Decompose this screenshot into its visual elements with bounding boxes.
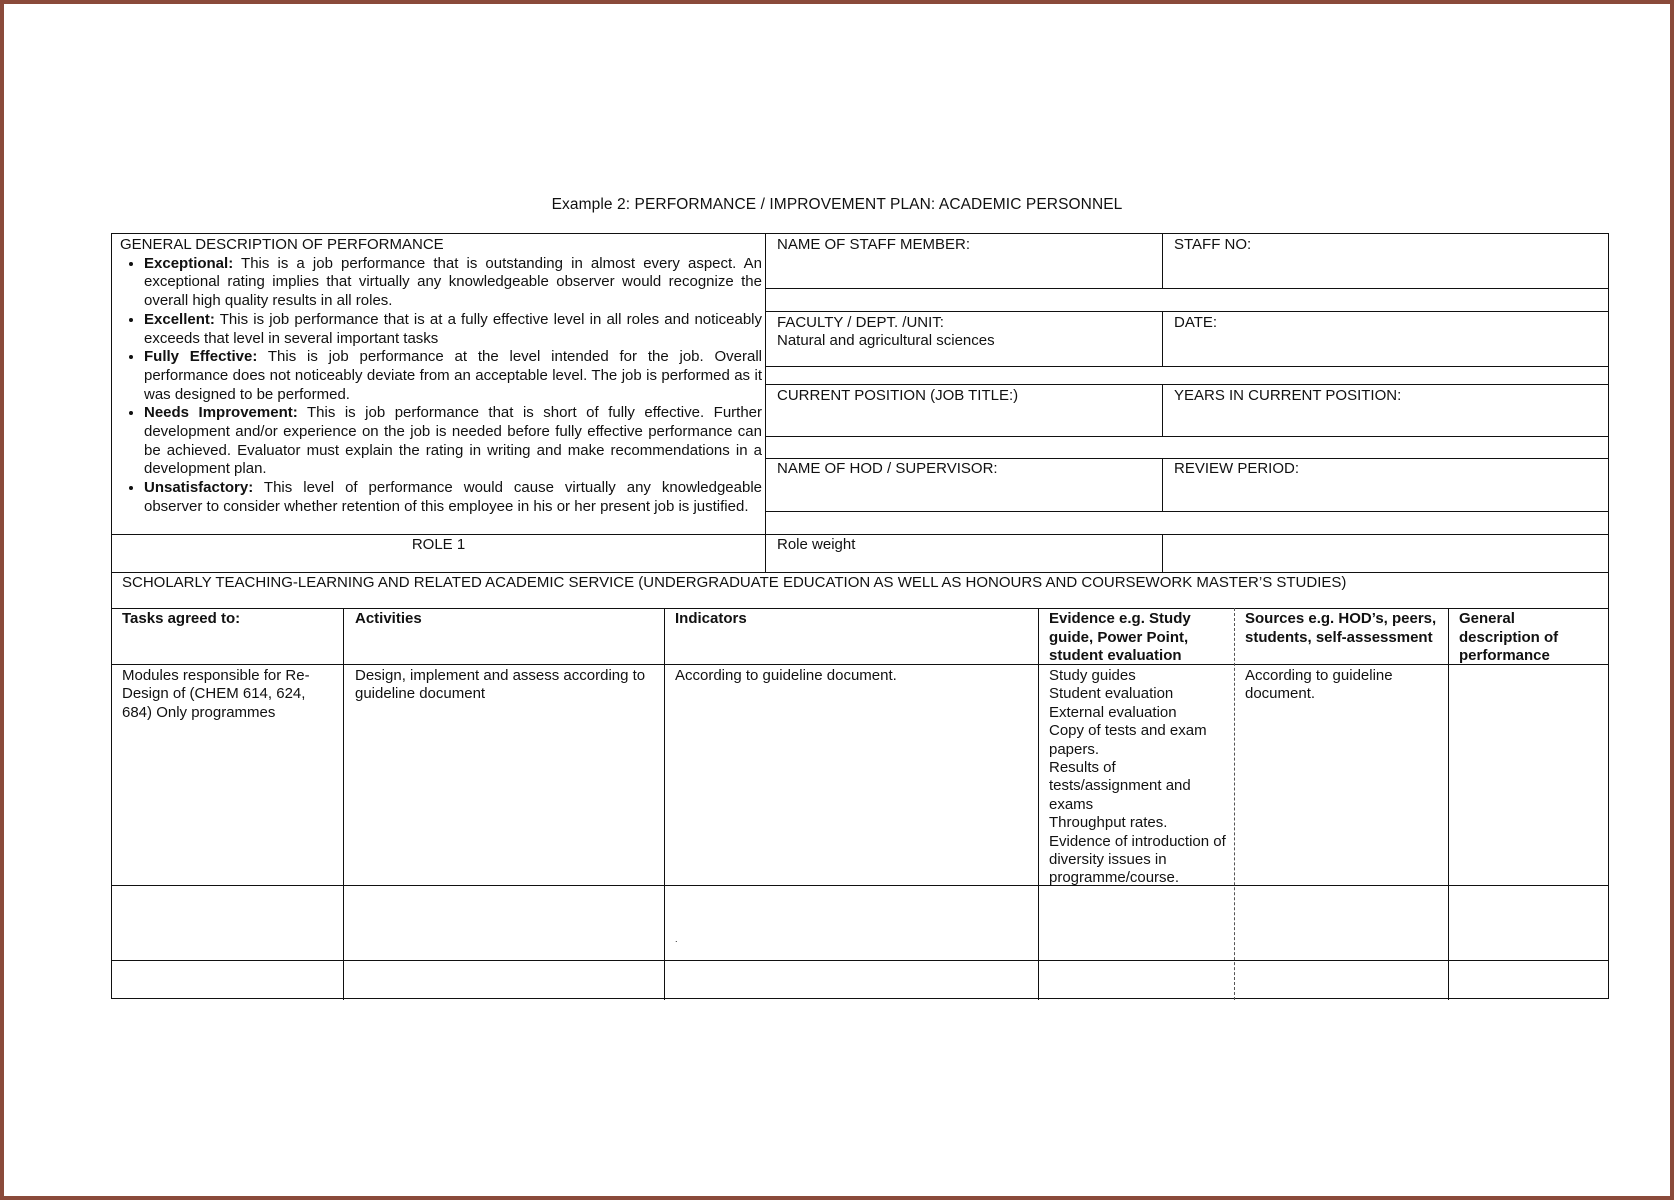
rating-item [144, 479, 762, 516]
rule [765, 311, 1608, 312]
rating-item [144, 404, 762, 479]
rating-term: Fully Effective: [144, 348, 258, 366]
evidence-item: Study guides [1049, 667, 1136, 684]
header-sources: Sources e.g. HOD’s, peers, students, self-assessment [1245, 610, 1437, 646]
current-position-label: CURRENT POSITION (JOB TITLE:) [777, 387, 1019, 404]
cell-activities: Design, implement and assess according to guideline document [355, 667, 646, 703]
rule [765, 288, 1608, 289]
section-heading: SCHOLARLY TEACHING-LEARNING AND RELATED ACADEMIC SERVICE (UNDERGRADUATE EDUCATION AS WELL AS HONOURS AND COURSEWORK MASTER’S STUDIES) [122, 574, 1347, 591]
staff-member-label: NAME OF STAFF MEMBER: [777, 236, 971, 253]
rule [1234, 608, 1235, 1000]
rating-term: Unsatisfactory: [144, 479, 254, 497]
rating-text: This is job performance that is at a fully effective level in all roles and noticeably exceeds that level in several important tasks [144, 310, 762, 347]
faculty-value: Natural and agricultural sciences [777, 332, 995, 349]
general-description [120, 236, 762, 517]
rule [765, 366, 1608, 367]
rating-term: Exceptional: [144, 254, 234, 272]
role-label: ROLE 1 [411, 536, 466, 553]
header-activities: Activities [355, 610, 422, 627]
evidence-item: Student evaluation [1049, 685, 1174, 703]
rule [112, 885, 1608, 886]
rule [765, 384, 1608, 385]
cell-tasks: Modules responsible for Re-Design of (CHEM 614, 624, 684) Only programmes [122, 667, 310, 721]
rating-item [144, 311, 762, 348]
rule [1448, 608, 1449, 1000]
rating-term: Needs Improvement: [144, 404, 298, 422]
rule [1162, 384, 1163, 437]
rule [1162, 234, 1163, 289]
rating-text: This is job performance that is short of fully effective. Further development and/or experience on the job is needed before fully effective performance can be achieved. Evaluator must explain the rating in writing and make recommendations in a development plan. [144, 404, 762, 478]
rule [343, 608, 344, 1000]
staff-no-label: STAFF NO: [1174, 236, 1252, 253]
hod-supervisor-label: NAME OF HOD / SUPERVISOR: [777, 460, 998, 477]
rule [664, 608, 665, 1000]
evidence-item: Evidence of introduction of diversity issues in programme/course. [1049, 832, 1226, 887]
rule [765, 511, 1608, 512]
evidence-item: External evaluation [1049, 703, 1177, 721]
rating-list [120, 255, 762, 517]
rating-text: This is a job performance that is outstanding in almost every aspect. An exceptional rating implies that virtually any knowledgeable observer would recognize the overall high quality results in all roles. [144, 254, 762, 310]
cell-evidence [1049, 667, 1229, 888]
header-tasks: Tasks agreed to: [122, 610, 241, 627]
general-description-heading: GENERAL DESCRIPTION OF PERFORMANCE [120, 236, 444, 253]
rating-text: This level of performance would cause virtually any knowledgeable observer to consider whether retention of this employee in his or her present job is justified. [144, 479, 762, 515]
rating-item [144, 255, 762, 311]
cell-sources: According to guideline document. [1245, 667, 1393, 703]
rating-term: Excellent: [144, 310, 215, 328]
evidence-item: Results of tests/assignment and exams [1049, 759, 1191, 813]
rule [1162, 458, 1163, 512]
rule [1038, 608, 1039, 1000]
date-label: DATE: [1174, 314, 1218, 331]
header-general-description: General description of performance [1459, 610, 1559, 664]
cell-indicators-mark: . [675, 934, 678, 944]
rule [765, 234, 766, 572]
rule [112, 960, 1608, 961]
review-period-label: REVIEW PERIOD: [1174, 460, 1300, 477]
rule [765, 436, 1608, 437]
performance-plan-form [111, 233, 1609, 999]
evidence-item: Throughput rates. [1049, 814, 1168, 832]
rating-text: This is job performance at the level intended for the job. Overall performance does not noticeably deviate from an acceptable level. The job is performed as it was designed to be performed. [144, 348, 762, 403]
rule [1162, 534, 1163, 572]
rating-item [144, 348, 762, 404]
rule [112, 664, 1608, 665]
evidence-item: Copy of tests and exam papers. [1049, 722, 1207, 758]
years-in-position-label: YEARS IN CURRENT POSITION: [1174, 387, 1402, 404]
header-evidence: Evidence e.g. Study guide, Power Point, student evaluation [1049, 610, 1191, 664]
role-weight-label: Role weight [777, 536, 856, 553]
cell-indicators: According to guideline document. [675, 667, 897, 684]
rule [1162, 311, 1163, 367]
faculty-label: FACULTY / DEPT. /UNIT: [777, 314, 944, 331]
document-title: Example 2: PERFORMANCE / IMPROVEMENT PLAN: ACADEMIC PERSONNEL [551, 196, 1123, 213]
header-indicators: Indicators [675, 610, 747, 627]
